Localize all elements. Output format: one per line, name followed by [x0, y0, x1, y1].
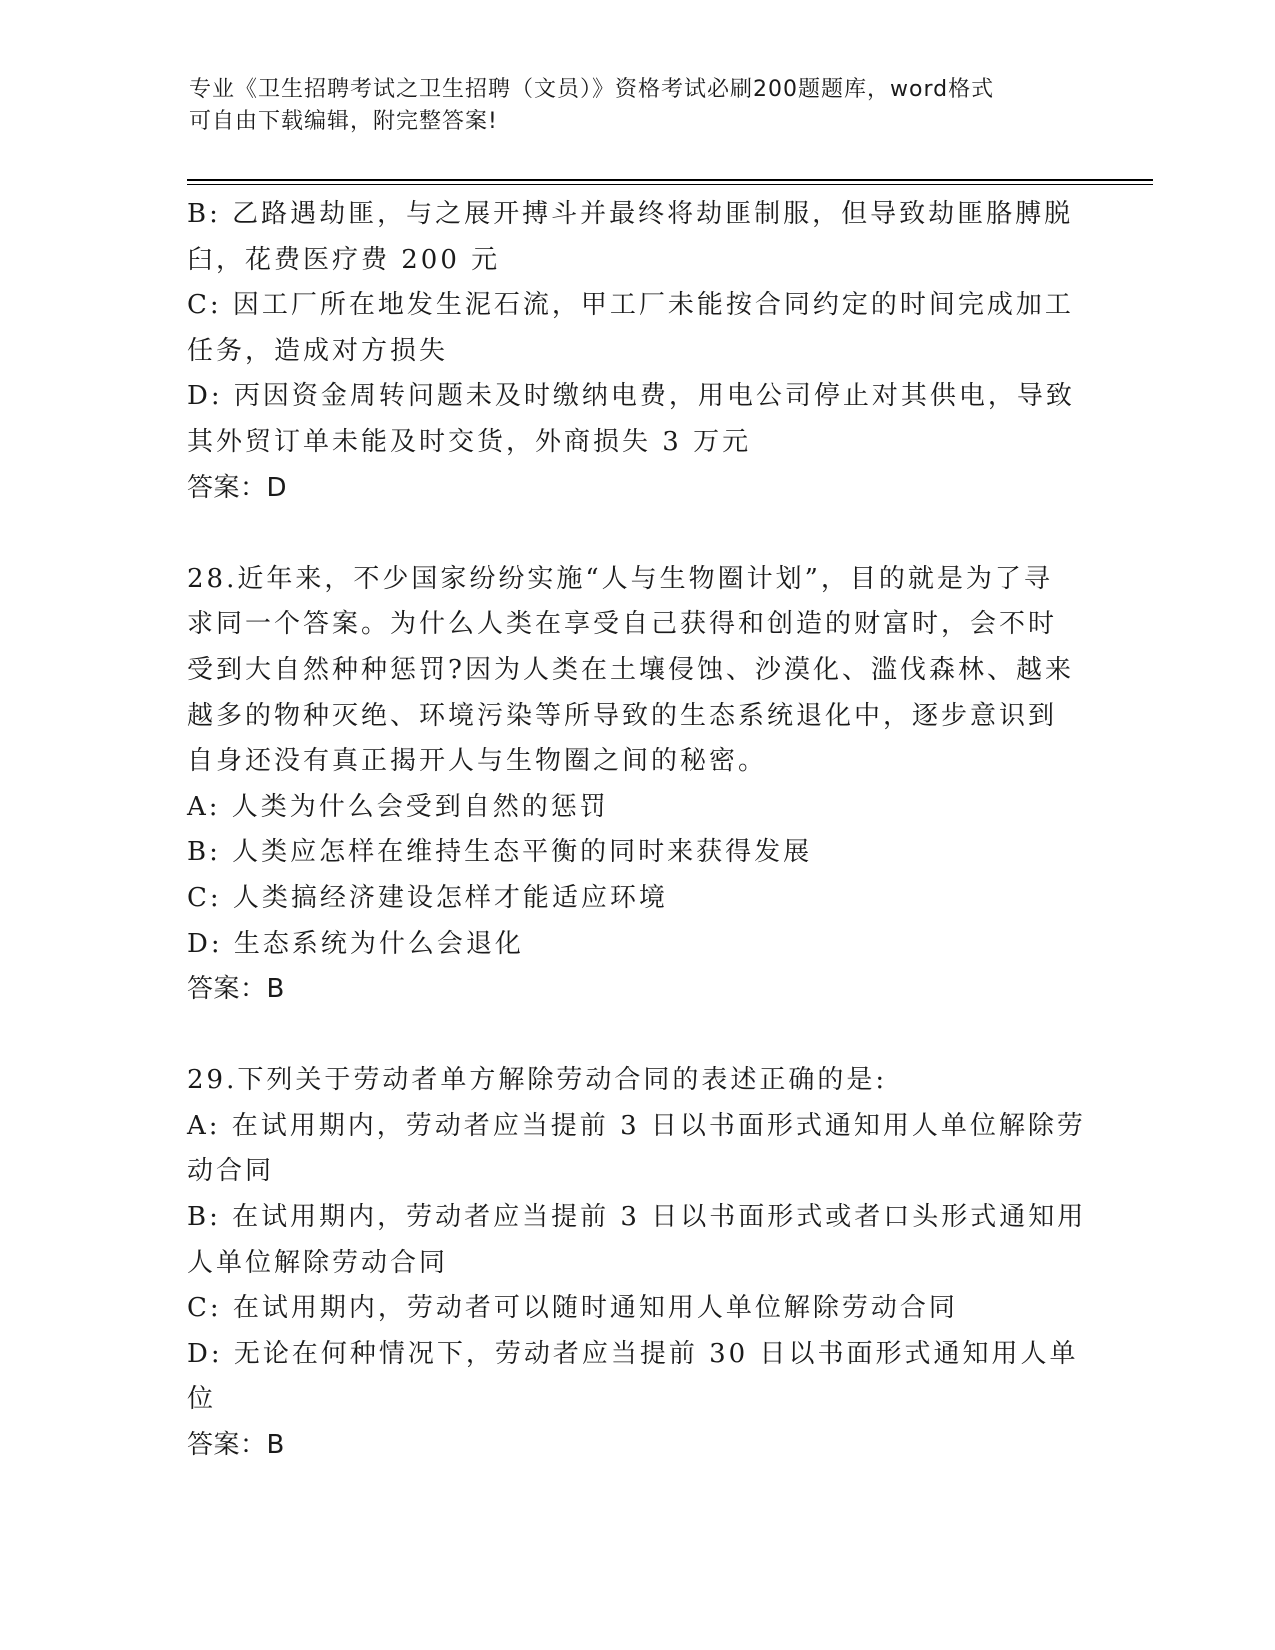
option-c: [187, 283, 1087, 374]
option-line: B: 乙路遇劫匪，与之展开搏斗并最终将劫匪制服，但导致劫匪胳膊脱: [187, 199, 1074, 229]
option-line: D: 丙因资金周转问题未及时缴纳电费，用电公司停止对其供电，导致: [187, 381, 1075, 412]
question-stem: 29.下列关于劳动者单方解除劳动合同的表述正确的是:: [187, 1065, 888, 1096]
option-d: [187, 1332, 1087, 1423]
option-c: C: 人类搞经济建设怎样才能适应环境: [187, 882, 668, 913]
option-line: D: 无论在何种情况下，劳动者应当提前 30 日以书面形式通知用人单: [187, 1338, 1079, 1369]
question-28: [187, 557, 1087, 1013]
option-line: 动合同: [187, 1156, 275, 1187]
option-line: 位: [187, 1384, 217, 1415]
stem-line: 求同一个答案。为什么人类在享受自己获得和创造的财富时，会不时: [187, 609, 1058, 640]
question-27: [187, 192, 1087, 511]
spacer: [187, 511, 1087, 557]
stem-line: 自身还没有真正揭开人与生物圈之间的秘密。: [187, 746, 768, 777]
stem-line: 越多的物种灭绝、环境污染等所导致的生态系统退化中，逐步意识到: [187, 700, 1058, 731]
option-b: [187, 1195, 1087, 1286]
option-line: C: 因工厂所在地发生泥石流，甲工厂未能按合同约定的时间完成加工: [187, 290, 1074, 321]
document-header: [189, 74, 1069, 138]
option-a: [187, 1104, 1087, 1195]
answer-line: 答案：B: [187, 1430, 285, 1461]
question-29: [187, 1058, 1087, 1468]
option-b: B: 人类应怎样在维持生态平衡的同时来获得发展: [187, 837, 813, 868]
header-divider-thin: [187, 184, 1153, 185]
option-line: B: 在试用期内，劳动者应当提前 3 日以书面形式或者口头形式通知用: [187, 1202, 1087, 1233]
spacer: [187, 1013, 1087, 1059]
header-title-line-2: 可自由下载编辑，附完整答案!: [189, 109, 498, 134]
question-stem: [187, 557, 1087, 785]
option-line: 臼，花费医疗费 200 元: [187, 244, 501, 275]
option-d: [187, 374, 1087, 465]
option-a: A: 人类为什么会受到自然的惩罚: [187, 791, 609, 822]
stem-line: 28.近年来，不少国家纷纷实施“人与生物圈计划”，目的就是为了寻: [187, 563, 1053, 594]
option-line: 其外贸订单未能及时交货，外商损失 3 万元: [187, 426, 752, 457]
option-c: C: 在试用期内，劳动者可以随时通知用人单位解除劳动合同: [187, 1293, 958, 1324]
option-b: [187, 192, 1087, 283]
option-line: 人单位解除劳动合同: [187, 1247, 449, 1278]
question-content: [187, 192, 1087, 1469]
stem-line: 受到大自然种种惩罚?因为人类在土壤侵蚀、沙漠化、滥伐森林、越来: [187, 654, 1074, 685]
option-line: 任务，造成对方损失: [187, 335, 449, 366]
option-line: A: 在试用期内，劳动者应当提前 3 日以书面形式通知用人单位解除劳: [187, 1110, 1086, 1141]
answer-line: 答案：D: [187, 472, 288, 503]
header-title-line-1: 专业《卫生招聘考试之卫生招聘（文员）》资格考试必刷200题题库，word格式: [189, 77, 995, 102]
option-d: D: 生态系统为什么会退化: [187, 928, 524, 959]
answer-line: 答案：B: [187, 974, 285, 1005]
header-divider-thick: [187, 179, 1153, 181]
